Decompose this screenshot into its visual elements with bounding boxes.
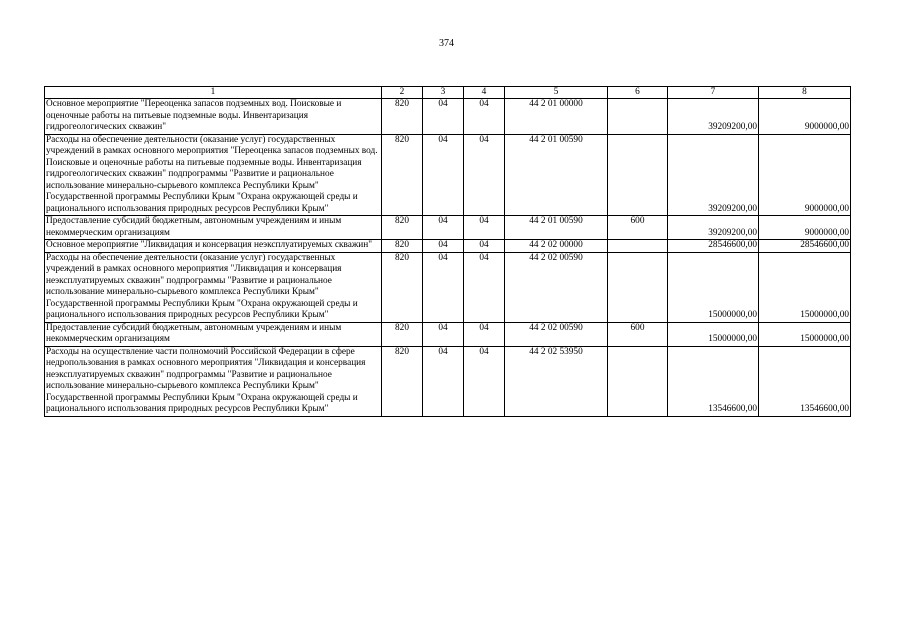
amount-column-8: 15000000,00 <box>759 252 851 322</box>
amount-column-8: 13546600,00 <box>759 346 851 416</box>
ministry-code: 820 <box>382 346 423 416</box>
section-code: 04 <box>423 322 464 346</box>
subsection-code: 04 <box>464 216 505 240</box>
expense-type-code <box>608 134 668 216</box>
table-row <box>45 240 851 253</box>
section-code: 04 <box>423 134 464 216</box>
subsection-code: 04 <box>464 346 505 416</box>
target-article-code: 44 2 02 00590 <box>505 322 608 346</box>
subsection-code: 04 <box>464 322 505 346</box>
table-row <box>45 252 851 322</box>
row-description: Расходы на обеспечение деятельности (оказание услуг) государственных учреждений в рамках основного мероприятия "Ликвидация и консервация неэксплуатируемых скважин" подпрограммы "Развитие и рациональное использование минерально-сырьевого комплекса Республики Крым" Государственной программы Республики Крым "Охрана окружающей среды и рационального использования природных ресурсов Республики Крым" <box>45 252 382 322</box>
expense-type-code: 600 <box>608 322 668 346</box>
target-article-code: 44 2 01 00000 <box>505 99 608 135</box>
amount-column-7: 13546600,00 <box>668 346 759 416</box>
expense-type-code: 600 <box>608 216 668 240</box>
row-description: Основное мероприятие "Переоценка запасов подземных вод. Поисковые и оценочные работы на питьевые подземные воды. Инвентаризация гидрогеологических скважин" <box>45 99 382 135</box>
table-header-row <box>45 87 851 99</box>
target-article-code: 44 2 01 00590 <box>505 216 608 240</box>
column-header: 7 <box>668 87 759 99</box>
budget-table <box>44 86 851 417</box>
row-description: Расходы на осуществление части полномочий Российской Федерации в сфере недропользования в рамках основного мероприятия "Ликвидация и консервация неэксплуатируемых скважин" подпрограммы "Развитие и рациональное использование минерально-сырьевого комплекса Республики Крым" Государственной программы Республики Крым "Охрана окружающей среды и рационального использования природных ресурсов Республики Крым" <box>45 346 382 416</box>
row-description: Основное мероприятие "Ликвидация и консервация неэксплуатируемых скважин" <box>45 240 382 253</box>
amount-column-7: 39209200,00 <box>668 134 759 216</box>
table-row <box>45 99 851 135</box>
amount-column-8: 9000000,00 <box>759 99 851 135</box>
column-header: 6 <box>608 87 668 99</box>
column-header: 2 <box>382 87 423 99</box>
ministry-code: 820 <box>382 322 423 346</box>
amount-column-8: 9000000,00 <box>759 134 851 216</box>
column-header: 5 <box>505 87 608 99</box>
amount-column-7: 39209200,00 <box>668 99 759 135</box>
target-article-code: 44 2 02 00000 <box>505 240 608 253</box>
target-article-code: 44 2 02 00590 <box>505 252 608 322</box>
subsection-code: 04 <box>464 134 505 216</box>
column-header: 1 <box>45 87 382 99</box>
expense-type-code <box>608 99 668 135</box>
amount-column-8: 28546600,00 <box>759 240 851 253</box>
table-row <box>45 216 851 240</box>
table-row <box>45 322 851 346</box>
amount-column-8: 9000000,00 <box>759 216 851 240</box>
ministry-code: 820 <box>382 134 423 216</box>
target-article-code: 44 2 02 53950 <box>505 346 608 416</box>
subsection-code: 04 <box>464 252 505 322</box>
expense-type-code <box>608 240 668 253</box>
row-description: Предоставление субсидий бюджетным, автономным учреждениям и иным некоммерческим организациям <box>45 322 382 346</box>
section-code: 04 <box>423 216 464 240</box>
target-article-code: 44 2 01 00590 <box>505 134 608 216</box>
row-description: Расходы на обеспечение деятельности (оказание услуг) государственных учреждений в рамках основного мероприятия "Переоценка запасов подземных вод. Поисковые и оценочные работы на питьевые подземные воды. Инвентаризация гидрогеологических скважин" подпрограммы "Развитие и рациональное использование минерально-сырьевого комплекса Республики Крым" Государственной программы Республики Крым "Охрана окружающей среды и рационального использования природных ресурсов Республики Крым" <box>45 134 382 216</box>
amount-column-7: 39209200,00 <box>668 216 759 240</box>
amount-column-7: 15000000,00 <box>668 322 759 346</box>
table-row <box>45 346 851 416</box>
amount-column-8: 15000000,00 <box>759 322 851 346</box>
subsection-code: 04 <box>464 99 505 135</box>
section-code: 04 <box>423 240 464 253</box>
column-header: 4 <box>464 87 505 99</box>
ministry-code: 820 <box>382 99 423 135</box>
amount-column-7: 15000000,00 <box>668 252 759 322</box>
subsection-code: 04 <box>464 240 505 253</box>
column-header: 8 <box>759 87 851 99</box>
ministry-code: 820 <box>382 216 423 240</box>
expense-type-code <box>608 252 668 322</box>
expense-type-code <box>608 346 668 416</box>
column-header: 3 <box>423 87 464 99</box>
section-code: 04 <box>423 99 464 135</box>
table-row <box>45 134 851 216</box>
section-code: 04 <box>423 346 464 416</box>
ministry-code: 820 <box>382 240 423 253</box>
amount-column-7: 28546600,00 <box>668 240 759 253</box>
section-code: 04 <box>423 252 464 322</box>
row-description: Предоставление субсидий бюджетным, автономным учреждениям и иным некоммерческим организациям <box>45 216 382 240</box>
ministry-code: 820 <box>382 252 423 322</box>
page-number: 374 <box>439 38 454 49</box>
